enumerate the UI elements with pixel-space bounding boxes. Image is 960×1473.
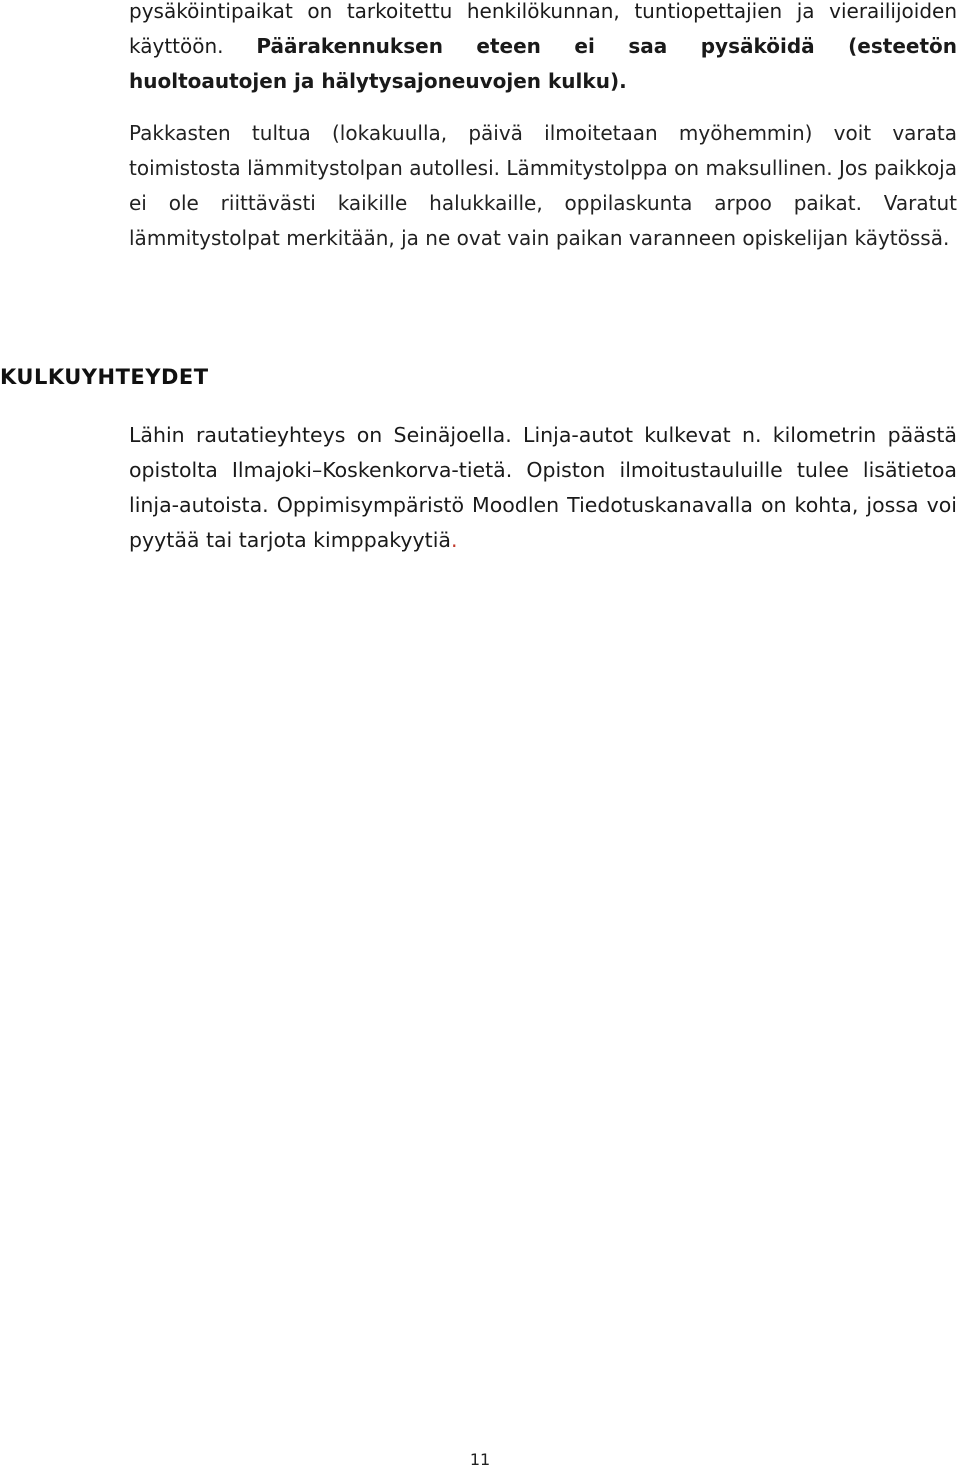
parking-intro-paragraph (129, 0, 957, 99)
transport-text: Lähin rautatieyhteys on Seinäjoella. Linja-autot kulkevat n. kilometrin päästä opistolta Ilmajoki–Koskenkorva-tietä. Opiston ilmoitustauluille tulee lisätietoa linja-autoista. Oppimisympäristö Moodlen Tiedotuskanavalla on kohta, jossa voi pyytää tai tarjota kimppakyytiä (129, 423, 957, 552)
parking-restriction-text: Päärakennuksen eteen ei saa pysäköidä (esteetön huoltoautojen ja hälytysajoneuvojen kulku). (129, 34, 957, 93)
transport-paragraph (129, 418, 957, 558)
heating-posts-paragraph: Pakkasten tultua (lokakuulla, päivä ilmoitetaan myöhemmin) voit varata toimistosta lämmitystolpan autollesi. Lämmitystolppa on maksullinen. Jos paikkoja ei ole riittävästi kaikille halukkaille, oppilaskunta arpoo paikat. Varatut lämmitystolpat merkitään, ja ne ovat vain paikan varanneen opiskelijan käytössä. (129, 121, 957, 250)
transport-trailing-mark: . (450, 528, 458, 552)
parking-intro-text: pysäköintipaikat on tarkoitettu henkilökunnan, tuntiopettajien ja vierailijoiden käyttöön. (129, 0, 957, 58)
transport-heading: KULKUYHTEYDET (0, 365, 209, 389)
page-number: 11 (469, 1450, 491, 1469)
